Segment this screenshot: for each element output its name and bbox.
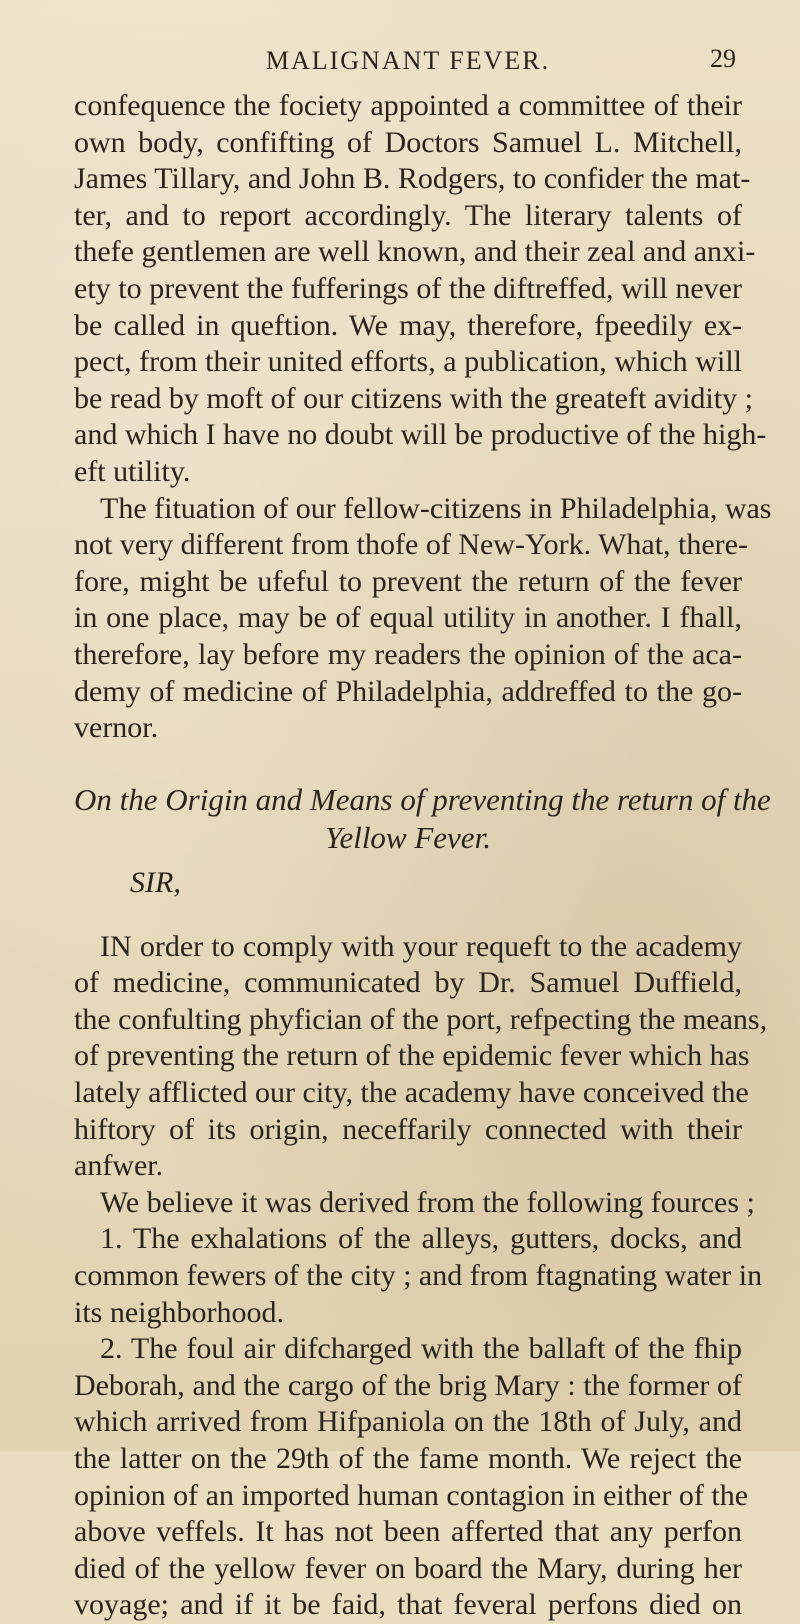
- heading-line: On the Origin and Means of preventing the return of the: [74, 781, 771, 817]
- text-line: own body, confifting of Doctors Samuel L. Mitchell,: [74, 125, 742, 159]
- text-line: IN order to comply with your requeft to the academy: [100, 929, 742, 963]
- text-line: not very different from thofe of New-York. What, there-: [74, 528, 748, 562]
- paragraph-philadelphia: [74, 491, 772, 747]
- text-line: hiftory of its origin, neceffarily connected with their: [74, 1112, 742, 1146]
- text-line: ter, and to report accordingly. The literary talents of: [74, 198, 742, 232]
- text-line: be read by moft of our citizens with the greateft avidity ;: [74, 381, 753, 415]
- text-line: 1. The exhalations of the alleys, gutters, docks, and: [100, 1222, 742, 1256]
- paragraph-source-2: [74, 1331, 749, 1624]
- text-line: above veffels. It has not been afferted that any perfon: [74, 1515, 742, 1549]
- text-line: died of the yellow fever on board the Mary, during her: [74, 1551, 742, 1585]
- paragraph-sources: [74, 1185, 755, 1222]
- text-line: Deborah, and the cargo of the brig Mary : the former of: [74, 1368, 742, 1402]
- text-line: anfwer.: [74, 1149, 164, 1183]
- text-line: of medicine, communicated by Dr. Samuel Duffield,: [74, 966, 742, 1000]
- text-line: thefe gentlemen are well known, and their zeal and anxi-: [74, 235, 756, 269]
- text-line: opinion of an imported human contagion in either of the: [74, 1478, 749, 1512]
- running-head: [74, 36, 742, 88]
- text-line: 2. The foul air difcharged with the ballaft of the fhip: [100, 1332, 742, 1366]
- text-line: which arrived from Hifpaniola on the 18th of July, and: [74, 1405, 742, 1439]
- text-line: confequence the fociety appointed a committee of their: [74, 89, 742, 122]
- text-line: common fewers of the city ; and from ftagnating water in: [74, 1259, 763, 1293]
- text-line: lately afflicted our city, the academy have conceived the: [74, 1076, 749, 1110]
- text-line: be called in queftion. We may, therefore, fpeedily ex-: [74, 308, 742, 342]
- text-line: the latter on the 29th of the fame month. We reject the: [74, 1442, 742, 1475]
- text-line: eft utility.: [74, 454, 191, 488]
- text-line: ety to prevent the fufferings of the diftreffed, will never: [74, 271, 742, 305]
- heading-line: Yellow Fever.: [325, 819, 491, 855]
- paragraph-request: [74, 929, 768, 1185]
- paragraph-source-1: [74, 1221, 763, 1331]
- text-line: pect, from their united efforts, a publication, which will: [74, 345, 742, 379]
- text-line: voyage; and if it be faid, that feveral perfons died on: [74, 1588, 742, 1622]
- text-line: its neighborhood.: [74, 1295, 284, 1329]
- text-line: fore, might be ufeful to prevent the return of the fever: [74, 564, 742, 598]
- text-line: demy of medicine of Philadelphia, addreffed to the go-: [74, 674, 742, 708]
- text-line: the confulting phyfician of the port, refpecting the means,: [74, 1002, 768, 1036]
- page-number: 29: [710, 44, 736, 73]
- text-line: of preventing the return of the epidemic fever which has: [74, 1039, 750, 1073]
- text-line: and which I have no doubt will be productive of the high-: [74, 418, 767, 452]
- letter-heading: [74, 781, 771, 857]
- salutation: SIR,: [130, 865, 181, 899]
- text-line: in one place, may be of equal utility in another. I fhall,: [74, 601, 742, 635]
- paragraph-committee: [74, 88, 767, 491]
- text-line: vernor.: [74, 711, 159, 745]
- text-line: therefore, lay before my readers the opinion of the aca-: [74, 637, 742, 671]
- running-head-title: MALIGNANT FEVER.: [265, 46, 551, 75]
- text-line: James Tillary, and John B. Rodgers, to confider the mat-: [74, 162, 751, 196]
- text-line: We believe it was derived from the following fources ;: [100, 1185, 755, 1219]
- text-line: The fituation of our fellow-citizens in Philadelphia, was: [100, 491, 772, 525]
